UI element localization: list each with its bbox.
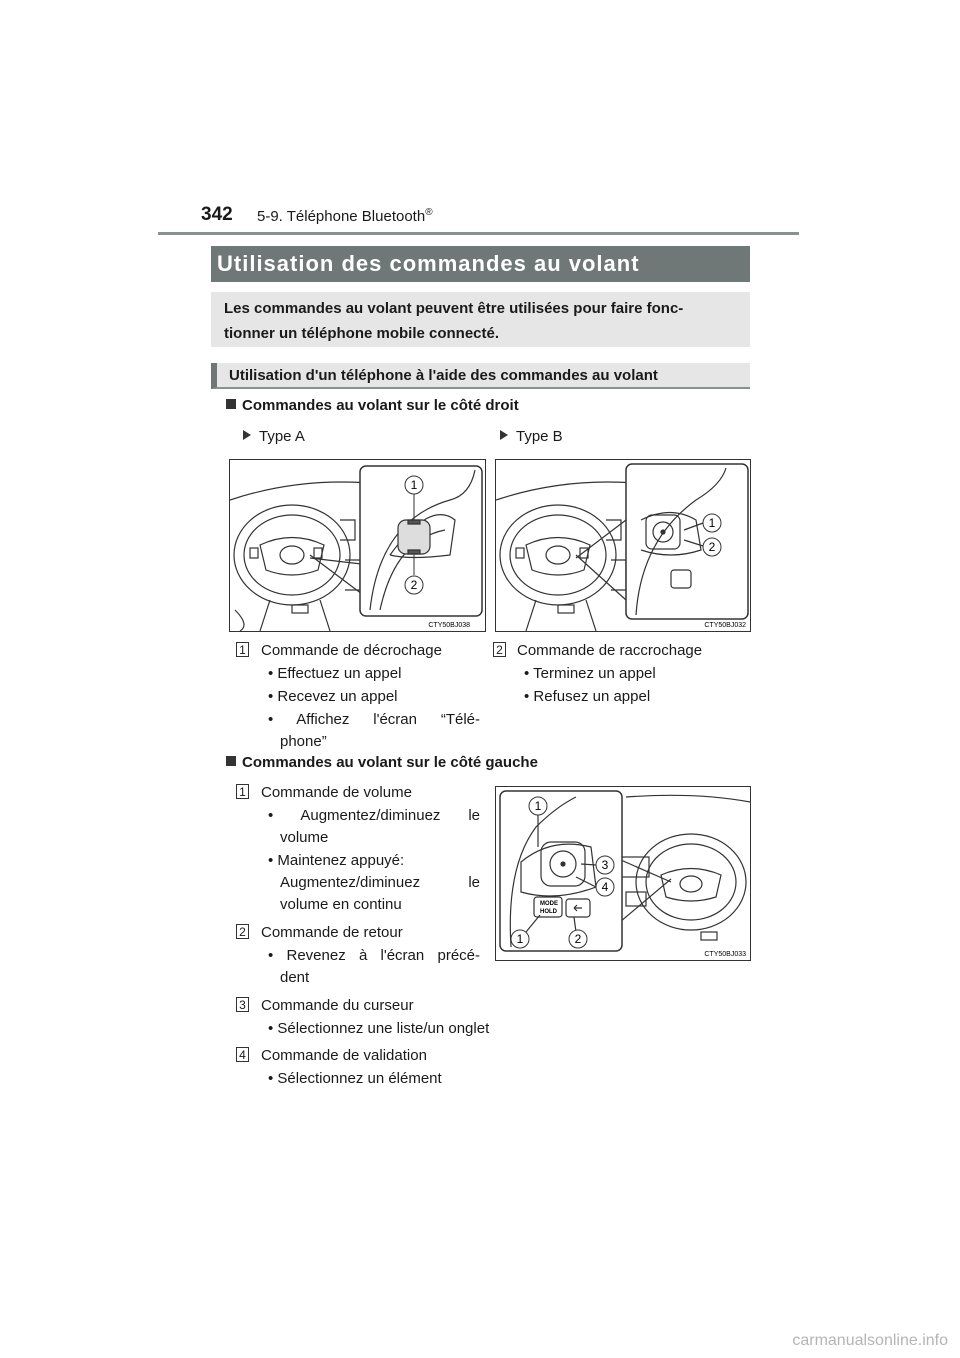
left-item-2-line-1: • Revenez à l'écran précé- bbox=[268, 947, 480, 964]
triangle-icon bbox=[500, 430, 508, 440]
left-item-1-line-5: volume en continu bbox=[280, 896, 402, 913]
left-item-3-title: Commande du curseur bbox=[261, 997, 414, 1014]
bullet-text: Effectuez un appel bbox=[277, 665, 402, 682]
triangle-icon bbox=[243, 430, 251, 440]
number-box: 4 bbox=[236, 1047, 249, 1062]
hold-label: HOLD bbox=[540, 909, 557, 915]
callout-1: 1 bbox=[516, 932, 524, 946]
left-side-heading-text: Commandes au volant sur le côté gauche bbox=[242, 754, 538, 771]
callout-2: 2 bbox=[410, 578, 418, 592]
left-item-3-number bbox=[236, 996, 249, 1014]
bullet-text: Recevez un appel bbox=[277, 688, 398, 705]
right-item-2-number bbox=[493, 641, 506, 659]
running-head bbox=[257, 207, 433, 225]
left-item-2-line-2: dent bbox=[280, 969, 310, 986]
square-bullet-icon bbox=[226, 399, 236, 409]
number-box: 1 bbox=[236, 784, 249, 799]
left-item-1-number bbox=[236, 783, 249, 801]
left-item-1-title: Commande de volume bbox=[261, 784, 412, 801]
callout-1: 1 bbox=[410, 478, 418, 492]
figure-left-controls bbox=[495, 786, 751, 961]
left-side-heading bbox=[226, 754, 538, 771]
left-item-1-line-3: • Maintenez appuyé: bbox=[268, 852, 405, 869]
figure-type-a bbox=[229, 459, 486, 632]
callout-2: 2 bbox=[708, 540, 716, 554]
number-box: 3 bbox=[236, 997, 249, 1012]
square-bullet-icon bbox=[226, 756, 236, 766]
left-item-4-title: Commande de validation bbox=[261, 1047, 427, 1064]
right-item-2-title: Commande de raccrochage bbox=[517, 642, 703, 659]
left-item-4-number bbox=[236, 1046, 249, 1064]
left-item-1-line-2: volume bbox=[280, 829, 329, 846]
type-a-label bbox=[243, 428, 305, 445]
left-item-2-title: Commande de retour bbox=[261, 924, 403, 941]
callout-1: 1 bbox=[534, 799, 542, 813]
mode-label: MODE bbox=[540, 901, 558, 907]
bullet-text: Affichez l'écran “Télé- bbox=[296, 711, 481, 728]
figure-type-b bbox=[495, 459, 751, 632]
intro-box bbox=[211, 292, 750, 347]
right-item-1-bullet-1: • Effectuez un appel bbox=[268, 665, 402, 682]
type-b-label bbox=[500, 428, 563, 445]
bullet-text: Maintenez appuyé: bbox=[277, 852, 405, 869]
number-box: 2 bbox=[236, 924, 249, 939]
registered-mark: ® bbox=[425, 207, 433, 218]
number-box: 1 bbox=[236, 642, 249, 657]
callout-4: 4 bbox=[601, 880, 609, 894]
page-title: Utilisation des commandes au volant bbox=[211, 246, 750, 282]
right-item-1-title: Commande de décrochage bbox=[261, 642, 442, 659]
bullet-text: Revenez à l'écran précé- bbox=[286, 947, 480, 964]
right-side-heading-text: Commandes au volant sur le côté droit bbox=[242, 397, 519, 414]
steering-wheel-left-illustration bbox=[496, 787, 750, 960]
type-a-text: Type A bbox=[259, 428, 305, 445]
callout-3: 3 bbox=[601, 858, 609, 872]
subsection-heading: Utilisation d'un téléphone à l'aide des commandes au volant bbox=[211, 363, 750, 389]
page-number: 342 bbox=[201, 204, 233, 225]
bullet-text: Sélectionnez un élément bbox=[277, 1070, 442, 1087]
figure-code: CTY50BJ038 bbox=[428, 622, 470, 629]
bullet-text: Sélectionnez une liste/un onglet bbox=[277, 1020, 490, 1037]
right-item-1-bullet-2: • Recevez un appel bbox=[268, 688, 398, 705]
right-item-2-bullet-2: • Refusez un appel bbox=[524, 688, 651, 705]
figure-code: CTY50BJ032 bbox=[704, 622, 746, 629]
chapter-title: 5-9. Téléphone Bluetooth bbox=[257, 208, 426, 225]
bullet-text: Augmentez/diminuez le bbox=[300, 807, 481, 824]
right-item-1-bullet-3: • Affichez l'écran “Télé- bbox=[268, 711, 481, 728]
watermark: carmanualsonline.info bbox=[792, 1332, 948, 1349]
intro-line-2: tionner un téléphone mobile connecté. bbox=[224, 325, 500, 342]
intro-line-1: Les commandes au volant peuvent être utilisées pour faire fonc- bbox=[224, 300, 684, 317]
left-item-1-line-1: • Augmentez/diminuez le bbox=[268, 807, 481, 824]
figure-code: CTY50BJ033 bbox=[704, 951, 746, 958]
callout-2: 2 bbox=[574, 932, 582, 946]
callout-1: 1 bbox=[708, 516, 716, 530]
header-rule bbox=[158, 232, 799, 235]
steering-wheel-right-b-illustration bbox=[496, 460, 750, 631]
number-box: 2 bbox=[493, 642, 506, 657]
right-side-heading bbox=[226, 397, 519, 414]
left-item-2-number bbox=[236, 923, 249, 941]
type-b-text: Type B bbox=[516, 428, 563, 445]
steering-wheel-right-a-illustration bbox=[230, 460, 485, 631]
bullet-text: Refusez un appel bbox=[533, 688, 651, 705]
bullet-text: Terminez un appel bbox=[533, 665, 656, 682]
right-item-1-number bbox=[236, 641, 249, 659]
left-item-1-line-4: Augmentez/diminuez le bbox=[280, 874, 480, 891]
right-item-2-bullet-1: • Terminez un appel bbox=[524, 665, 656, 682]
right-item-1-bullet-3-cont: phone” bbox=[280, 733, 327, 750]
left-item-3-line-1: • Sélectionnez une liste/un onglet bbox=[268, 1020, 490, 1037]
left-item-4-line-1: • Sélectionnez un élément bbox=[268, 1070, 442, 1087]
